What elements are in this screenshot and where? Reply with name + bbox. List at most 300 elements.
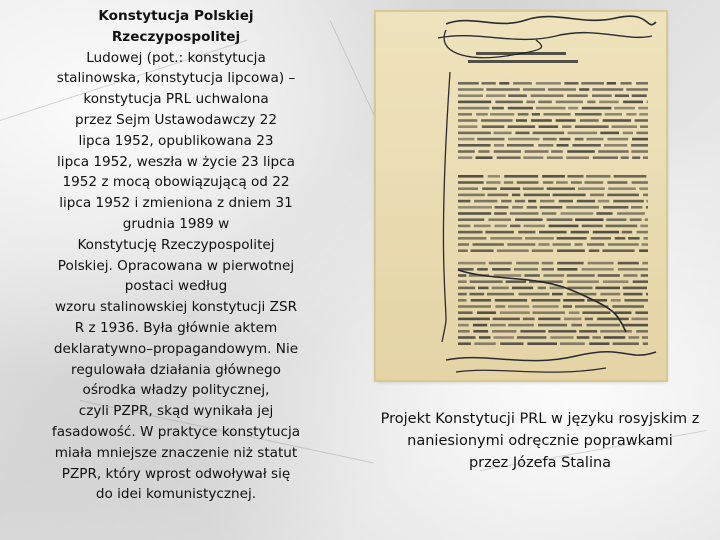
typed-word-mark bbox=[536, 107, 566, 110]
typed-word-mark bbox=[488, 175, 500, 178]
body-line: miała mniejsze znaczenie niż statut bbox=[54, 444, 298, 461]
typed-text-lines bbox=[458, 52, 648, 345]
typed-word-mark bbox=[527, 342, 557, 345]
typed-word-mark bbox=[556, 101, 583, 104]
typed-word-mark bbox=[520, 330, 545, 333]
typed-word-mark bbox=[566, 156, 589, 159]
caption-line: przez Józefa Stalina bbox=[468, 455, 612, 471]
typed-word-mark bbox=[568, 107, 578, 110]
typed-word-mark bbox=[510, 225, 521, 228]
typed-word-mark bbox=[536, 82, 561, 85]
typed-word-mark bbox=[471, 249, 494, 252]
typed-word-mark bbox=[559, 200, 573, 203]
typed-word-mark bbox=[523, 318, 535, 321]
body-line: regulowała działania głównego bbox=[71, 361, 281, 378]
typed-word-mark bbox=[458, 132, 491, 135]
typed-word-mark bbox=[458, 94, 483, 97]
typed-word-mark bbox=[525, 237, 554, 240]
typed-word-mark bbox=[623, 293, 642, 296]
typed-word-mark bbox=[512, 194, 520, 197]
typed-word-mark bbox=[533, 132, 565, 135]
typed-word-mark bbox=[647, 101, 648, 104]
typed-word-mark bbox=[571, 181, 582, 184]
typed-word-mark bbox=[575, 138, 584, 141]
body-line: przez Sejm Ustawodawczy 22 bbox=[75, 111, 277, 128]
typed-word-mark bbox=[487, 194, 508, 197]
typed-word-mark bbox=[486, 88, 520, 91]
typed-word-mark bbox=[550, 336, 573, 339]
typed-word-mark bbox=[588, 262, 614, 265]
typed-word-mark bbox=[538, 287, 546, 290]
typed-word-mark bbox=[640, 225, 648, 228]
typed-word-mark bbox=[617, 212, 645, 215]
typed-word-mark bbox=[639, 113, 648, 116]
typed-word-mark bbox=[598, 150, 629, 153]
typed-word-mark bbox=[567, 150, 595, 153]
typed-word-mark bbox=[458, 249, 468, 252]
typed-word-mark bbox=[486, 94, 506, 97]
typed-word-mark bbox=[567, 293, 596, 296]
typed-word-mark bbox=[458, 200, 470, 203]
typed-word-mark bbox=[556, 119, 576, 122]
typed-word-mark bbox=[495, 305, 505, 308]
typed-word-mark bbox=[476, 156, 493, 159]
typed-word-mark bbox=[489, 262, 512, 265]
typed-word-mark bbox=[582, 311, 610, 314]
typed-word-mark bbox=[645, 218, 648, 221]
typed-word-mark bbox=[544, 274, 565, 277]
image-caption bbox=[370, 408, 710, 474]
typed-word-mark bbox=[508, 94, 527, 97]
typed-word-mark bbox=[608, 243, 639, 246]
typed-word-mark bbox=[579, 88, 589, 91]
body-line: postaci według bbox=[124, 278, 228, 295]
typed-word-mark bbox=[486, 181, 500, 184]
manuscript-page-drawing bbox=[376, 12, 666, 380]
typed-word-mark bbox=[539, 125, 559, 128]
typed-word-mark bbox=[587, 243, 604, 246]
typed-word-mark bbox=[473, 243, 504, 246]
typed-word-mark bbox=[497, 156, 521, 159]
typed-word-mark bbox=[577, 336, 590, 339]
typed-word-mark bbox=[531, 119, 552, 122]
typed-word-mark bbox=[605, 113, 622, 116]
typed-word-mark bbox=[643, 156, 648, 159]
typed-word-mark bbox=[582, 107, 612, 110]
typed-word-mark bbox=[517, 181, 539, 184]
typed-word-mark bbox=[523, 88, 545, 91]
typed-word-mark bbox=[608, 187, 636, 190]
typed-word-mark bbox=[642, 336, 648, 339]
typed-word-mark bbox=[548, 88, 576, 91]
typed-word-mark bbox=[458, 138, 475, 141]
typed-word-mark bbox=[458, 268, 474, 271]
typed-word-mark bbox=[458, 311, 473, 314]
typed-word-mark bbox=[531, 299, 560, 302]
typed-word-mark bbox=[458, 187, 478, 190]
typed-word-mark bbox=[553, 243, 571, 246]
typed-word-mark bbox=[566, 206, 599, 209]
typed-word-mark bbox=[487, 293, 514, 296]
typed-word-mark bbox=[600, 293, 620, 296]
typed-word-mark bbox=[532, 113, 540, 116]
typed-word-mark bbox=[604, 336, 626, 339]
typed-word-mark bbox=[643, 342, 648, 345]
typed-word-mark bbox=[602, 249, 634, 252]
handwritten-margin-stroke bbox=[442, 72, 450, 342]
typed-word-mark bbox=[458, 212, 491, 215]
typed-word-mark bbox=[477, 138, 504, 141]
typed-word-mark bbox=[458, 237, 486, 240]
typed-word-mark bbox=[582, 268, 614, 271]
typed-word-mark bbox=[532, 249, 553, 252]
typed-word-mark bbox=[542, 175, 565, 178]
typed-word-mark bbox=[470, 280, 503, 283]
body-line: lipca 1952, weszła w życie 23 lipca bbox=[57, 153, 295, 170]
typed-word-mark bbox=[547, 187, 575, 190]
body-line: konstytucja PRL uchwalona bbox=[83, 91, 269, 108]
typed-word-mark bbox=[607, 194, 639, 197]
typed-word-mark bbox=[490, 113, 514, 116]
typed-word-mark bbox=[458, 175, 483, 178]
typed-word-mark bbox=[474, 200, 497, 203]
typed-word-mark bbox=[481, 119, 513, 122]
typed-word-mark bbox=[510, 212, 539, 215]
typed-word-mark bbox=[517, 336, 547, 339]
typed-word-mark bbox=[493, 318, 520, 321]
body-line: Konstytucję Rzeczypospolitej bbox=[77, 236, 275, 253]
typed-word-mark bbox=[561, 212, 594, 215]
body-line: czyli PZPR, skąd wynikała jej bbox=[78, 403, 274, 420]
typed-heading-mark bbox=[476, 52, 566, 55]
typed-word-mark bbox=[613, 200, 644, 203]
typed-word-mark bbox=[538, 101, 552, 104]
typed-word-mark bbox=[494, 274, 522, 277]
typed-word-mark bbox=[508, 305, 529, 308]
typed-word-mark bbox=[563, 305, 572, 308]
typed-word-mark bbox=[513, 82, 532, 85]
typed-word-mark bbox=[524, 225, 545, 228]
typed-word-mark bbox=[623, 274, 637, 277]
caption-line: Projekt Konstytucji PRL w języku rosyjskim z bbox=[380, 411, 700, 427]
typed-word-mark bbox=[482, 125, 504, 128]
body-line: deklaratywno–propagandowym. Nie bbox=[53, 340, 299, 357]
handwritten-header-scribble bbox=[446, 16, 656, 24]
typed-word-mark bbox=[636, 132, 648, 135]
typed-word-mark bbox=[525, 150, 549, 153]
typed-word-mark bbox=[458, 330, 470, 333]
typed-word-mark bbox=[458, 280, 467, 283]
typed-word-mark bbox=[600, 330, 632, 333]
body-line: stalinowska, konstytucja lipcowa) – bbox=[56, 70, 296, 87]
typed-word-mark bbox=[600, 132, 619, 135]
typed-word-mark bbox=[458, 206, 492, 209]
typed-word-mark bbox=[458, 181, 484, 184]
typed-word-mark bbox=[458, 225, 470, 228]
typed-word-mark bbox=[458, 101, 491, 104]
typed-word-mark bbox=[553, 194, 586, 197]
typed-word-mark bbox=[603, 280, 629, 283]
typed-word-mark bbox=[552, 293, 563, 296]
typed-word-mark bbox=[568, 132, 598, 135]
body-line: Polskiej. Opracowana w pierwotnej bbox=[57, 257, 295, 274]
typed-word-mark bbox=[642, 243, 648, 246]
typed-word-mark bbox=[478, 287, 489, 290]
typed-word-mark bbox=[507, 243, 535, 246]
typed-word-mark bbox=[639, 249, 648, 252]
typed-word-mark bbox=[556, 181, 568, 184]
typed-word-mark bbox=[567, 94, 588, 97]
typed-word-mark bbox=[458, 299, 467, 302]
typed-word-mark bbox=[623, 287, 647, 290]
typed-word-mark bbox=[458, 119, 477, 122]
typed-word-mark bbox=[500, 187, 520, 190]
typed-word-mark bbox=[516, 119, 527, 122]
typed-word-mark bbox=[495, 299, 527, 302]
typed-word-mark bbox=[508, 138, 539, 141]
typed-word-mark bbox=[604, 144, 627, 147]
typed-word-mark bbox=[492, 107, 504, 110]
typed-word-mark bbox=[591, 237, 611, 240]
typed-word-mark bbox=[543, 113, 570, 116]
typed-word-mark bbox=[597, 318, 629, 321]
typed-word-mark bbox=[587, 101, 595, 104]
typed-word-mark bbox=[538, 318, 560, 321]
typed-word-mark bbox=[479, 336, 491, 339]
typed-word-mark bbox=[557, 237, 587, 240]
typed-word-mark bbox=[508, 107, 533, 110]
typed-word-mark bbox=[587, 324, 621, 327]
typed-word-mark bbox=[458, 125, 477, 128]
typed-word-mark bbox=[533, 311, 565, 314]
typed-word-mark bbox=[575, 218, 604, 221]
typed-word-mark bbox=[492, 268, 511, 271]
typed-word-mark bbox=[635, 311, 648, 314]
typed-word-mark bbox=[599, 101, 619, 104]
typed-word-mark bbox=[580, 119, 599, 122]
typed-word-mark bbox=[622, 231, 633, 234]
typed-word-mark bbox=[538, 324, 567, 327]
typed-word-mark bbox=[587, 299, 607, 302]
typed-word-mark bbox=[621, 156, 629, 159]
typed-word-mark bbox=[528, 200, 536, 203]
typed-word-mark bbox=[562, 125, 571, 128]
typed-word-mark bbox=[458, 150, 475, 153]
typed-word-mark bbox=[637, 231, 648, 234]
typed-word-mark bbox=[614, 107, 635, 110]
typed-word-mark bbox=[560, 342, 585, 345]
typed-word-mark bbox=[494, 132, 512, 135]
typed-word-mark bbox=[458, 107, 489, 110]
typed-word-mark bbox=[614, 175, 647, 178]
typed-word-mark bbox=[563, 299, 584, 302]
typed-heading-mark bbox=[468, 60, 578, 63]
typed-word-mark bbox=[586, 175, 610, 178]
handwritten-footer-scribble bbox=[446, 352, 656, 361]
typed-word-mark bbox=[540, 200, 554, 203]
typed-word-mark bbox=[575, 113, 602, 116]
typed-word-mark bbox=[567, 175, 583, 178]
typed-word-mark bbox=[577, 200, 595, 203]
typed-word-mark bbox=[567, 287, 592, 290]
typed-word-mark bbox=[470, 293, 485, 296]
typed-word-mark bbox=[458, 287, 475, 290]
body-line: lipca 1952, opublikowana 23 bbox=[78, 132, 274, 149]
typed-word-mark bbox=[633, 280, 648, 283]
typed-word-mark bbox=[538, 243, 549, 246]
typed-word-mark bbox=[516, 262, 539, 265]
typed-word-mark bbox=[626, 113, 636, 116]
typed-word-mark bbox=[538, 144, 553, 147]
typed-word-mark bbox=[614, 311, 631, 314]
typed-word-mark bbox=[631, 206, 642, 209]
typed-word-mark bbox=[564, 82, 578, 85]
typed-word-mark bbox=[639, 187, 648, 190]
typed-word-mark bbox=[495, 101, 522, 104]
body-line: PZPR, który wprost odwoływał się bbox=[61, 465, 291, 482]
typed-word-mark bbox=[595, 287, 620, 290]
typed-word-mark bbox=[494, 336, 515, 339]
typed-word-mark bbox=[485, 231, 514, 234]
typed-word-mark bbox=[458, 318, 490, 321]
typed-word-mark bbox=[581, 82, 604, 85]
typed-word-mark bbox=[575, 243, 583, 246]
typed-word-mark bbox=[500, 311, 530, 314]
typed-word-mark bbox=[547, 218, 573, 221]
typed-word-mark bbox=[589, 249, 600, 252]
typed-word-mark bbox=[593, 156, 618, 159]
typed-word-mark bbox=[638, 107, 648, 110]
body-line: wzoru stalinowskiej konstytucji ZSR bbox=[54, 299, 298, 316]
body-line: lipca 1952 i zmieniona z dniem 31 bbox=[59, 195, 293, 212]
typed-word-mark bbox=[623, 101, 643, 104]
typed-word-mark bbox=[630, 218, 642, 221]
typed-word-mark bbox=[490, 324, 506, 327]
typed-word-mark bbox=[542, 212, 557, 215]
typed-word-mark bbox=[585, 181, 604, 184]
typed-word-mark bbox=[626, 88, 648, 91]
typed-word-mark bbox=[635, 119, 648, 122]
typed-word-mark bbox=[631, 150, 648, 153]
typed-word-mark bbox=[607, 82, 616, 85]
typed-word-mark bbox=[557, 268, 577, 271]
typed-word-mark bbox=[592, 88, 623, 91]
typed-word-mark bbox=[518, 231, 535, 234]
body-line: grudnia 1989 w bbox=[122, 215, 230, 232]
typed-word-mark bbox=[543, 181, 553, 184]
typed-word-mark bbox=[458, 243, 469, 246]
typed-word-mark bbox=[458, 274, 466, 277]
typed-word-mark bbox=[615, 237, 626, 240]
typed-word-mark bbox=[504, 175, 538, 178]
caption-line: naniesionymi odręcznie poprawkami bbox=[407, 433, 673, 449]
typed-word-mark bbox=[474, 225, 491, 228]
typed-word-mark bbox=[492, 287, 509, 290]
typed-word-mark bbox=[632, 156, 640, 159]
typed-word-mark bbox=[507, 144, 534, 147]
typed-word-mark bbox=[606, 225, 638, 228]
typed-word-mark bbox=[497, 249, 529, 252]
typed-word-mark bbox=[482, 187, 497, 190]
typed-word-mark bbox=[508, 125, 535, 128]
typed-word-mark bbox=[539, 231, 567, 234]
typed-word-mark bbox=[607, 138, 628, 141]
typed-word-mark bbox=[575, 305, 609, 308]
typed-word-mark bbox=[458, 218, 484, 221]
typed-word-mark bbox=[636, 330, 648, 333]
typed-word-mark bbox=[643, 237, 648, 240]
typed-word-mark bbox=[488, 218, 511, 221]
typed-word-mark bbox=[598, 274, 620, 277]
typed-word-mark bbox=[523, 156, 543, 159]
typed-word-mark bbox=[514, 268, 538, 271]
body-line: ośrodka władzy politycznej, bbox=[82, 382, 270, 399]
typed-word-mark bbox=[477, 268, 488, 271]
manuscript-scan-image bbox=[376, 12, 666, 380]
typed-word-mark bbox=[494, 212, 507, 215]
body-line: Ludowej (pot.: konstytucja bbox=[86, 49, 266, 66]
typed-word-mark bbox=[624, 299, 648, 302]
typed-word-mark bbox=[569, 311, 580, 314]
typed-word-mark bbox=[512, 206, 523, 209]
typed-word-mark bbox=[611, 299, 621, 302]
typed-word-mark bbox=[631, 144, 648, 147]
typed-word-mark bbox=[543, 138, 557, 141]
typed-word-mark bbox=[607, 181, 627, 184]
typed-word-mark bbox=[531, 94, 564, 97]
typed-word-mark bbox=[612, 305, 644, 308]
body-line: R z 1936. Była głównie aktem bbox=[74, 319, 278, 336]
typed-word-mark bbox=[495, 225, 508, 228]
typed-word-mark bbox=[632, 94, 647, 97]
typed-word-mark bbox=[504, 181, 514, 184]
typed-word-mark bbox=[458, 342, 471, 345]
typed-word-mark bbox=[646, 200, 648, 203]
typed-word-mark bbox=[458, 194, 485, 197]
typed-word-mark bbox=[603, 119, 632, 122]
typed-word-mark bbox=[490, 237, 522, 240]
typed-word-mark bbox=[478, 150, 489, 153]
typed-word-mark bbox=[571, 231, 589, 234]
typed-word-mark bbox=[623, 324, 649, 327]
body-line: 1952 z mocą obowiązującą od 22 bbox=[62, 174, 290, 191]
typed-word-mark bbox=[494, 150, 521, 153]
typed-word-mark bbox=[578, 187, 605, 190]
typed-word-mark bbox=[589, 342, 609, 345]
typed-word-mark bbox=[613, 342, 639, 345]
typed-word-mark bbox=[646, 293, 648, 296]
handwritten-footer-scribble bbox=[456, 368, 606, 372]
typed-word-mark bbox=[526, 101, 535, 104]
typed-word-mark bbox=[582, 225, 603, 228]
typed-word-mark bbox=[458, 113, 472, 116]
typed-word-mark bbox=[524, 274, 540, 277]
typed-word-mark bbox=[557, 262, 583, 265]
typed-word-mark bbox=[542, 268, 555, 271]
typed-word-mark bbox=[557, 144, 569, 147]
typed-word-mark bbox=[492, 330, 516, 333]
typed-word-mark bbox=[557, 249, 585, 252]
typed-word-mark bbox=[500, 342, 523, 345]
typed-word-mark bbox=[518, 113, 529, 116]
typed-word-mark bbox=[646, 206, 648, 209]
typed-word-mark bbox=[564, 318, 582, 321]
typed-word-mark bbox=[618, 268, 648, 271]
body-line: fasadowość. W praktyce konstytucja bbox=[51, 423, 301, 440]
typed-word-mark bbox=[548, 330, 576, 333]
typed-word-mark bbox=[575, 125, 609, 128]
typed-word-mark bbox=[458, 336, 476, 339]
